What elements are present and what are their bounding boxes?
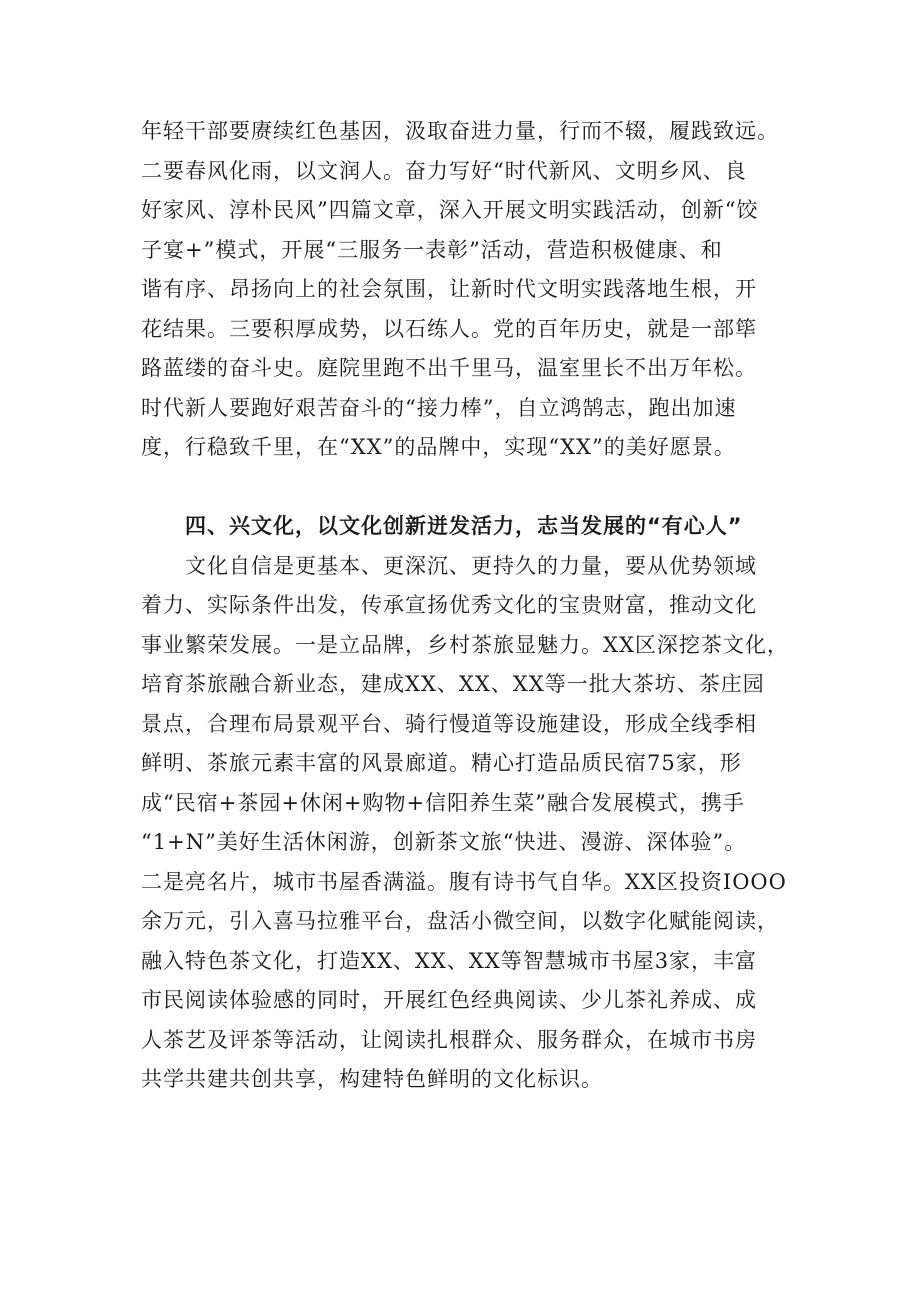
text-line: 年轻干部要赓续红色基因，汲取奋进力量，行而不辍，履践致远。 [141, 119, 779, 143]
text-line: 文化自信是更基本、更深沉、更持久的力量，要从优势领域 [185, 553, 757, 578]
text-line: 时代新人要跑好艰苦奋斗的“接力棒”，自立鸿鹄志，跑出加速 [141, 395, 737, 420]
text-line: 花结果。三要积厚成势，以石练人。党的百年历史，就是一部筚 [141, 316, 757, 341]
text-line: 市民阅读体验感的同时，开展红色经典阅读、少儿茶礼养成、成 [141, 988, 757, 1012]
text-line: 共学共建共创共享，构建特色鲜明的文化标识。 [141, 1067, 603, 1091]
text-line: 度，行稳致千里，在“XX”的品牌中，实现“XX”的美好愿景。 [141, 435, 736, 459]
text-line: 景点，合理布局景观平台、骑行慢道等设施建设，形成全线季相 [141, 711, 757, 736]
text-line: 事业繁荣发展。一是立品牌，乡村茶旅显魅力。XX区深挖茶文化， [141, 632, 789, 657]
text-line: 好家风、淳朴民风”四篇文章，深入开展文明实践活动，创新“饺 [141, 198, 759, 222]
text-line: 路蓝缕的奋斗史。庭院里跑不出千里马，温室里长不出万年松。 [141, 356, 757, 380]
text-line: 人茶艺及评茶等活动，让阅读扎根群众、服务群众，在城市书房 [141, 1027, 757, 1052]
text-line: 二是亮名片，城市书屋香满溢。腹有诗书气自华。XX区投资IOOO [141, 869, 787, 894]
text-line: 子宴+”模式，开展“三服务一表彰”活动，营造积极健康、和 [141, 237, 723, 262]
text-line: 培育茶旅融合新业态，建成XX、XX、XX等一批大茶坊、茶庄园 [141, 672, 765, 696]
text-line: 成“民宿+茶园+休闲+购物+信阳养生菜”融合发展模式，携手 [141, 790, 745, 815]
text-line: 谐有序、昂扬向上的社会氛围，让新时代文明实践落地生根，开 [141, 277, 757, 301]
text-line: 余万元，引入喜马拉雅平台，盘活小微空间，以数字化赋能阅读， [141, 909, 779, 933]
text-line: 着力、实际条件出发，传承宣扬优秀文化的宝贵财富，推动文化 [141, 593, 757, 617]
text-line: 融入特色茶文化，打造XX、XX、XX等智慧城市书屋3家，丰富 [141, 948, 758, 973]
section-four [141, 507, 806, 1100]
text-line: 二要春风化雨，以文润人。奋力写好“时代新风、文明乡风、良 [141, 158, 747, 183]
text-line: “1+N”美好生活休闲游，创新茶文旅“快进、漫游、深体验”。 [141, 830, 747, 854]
section-heading: 四、兴文化，以文化创新迸发活力，志当发展的“有心人” [185, 514, 743, 538]
paragraph-continuation [141, 112, 806, 468]
text-line: 鲜明、茶旅元素丰富的风景廊道。精心打造品质民宿75家，形 [141, 751, 742, 775]
